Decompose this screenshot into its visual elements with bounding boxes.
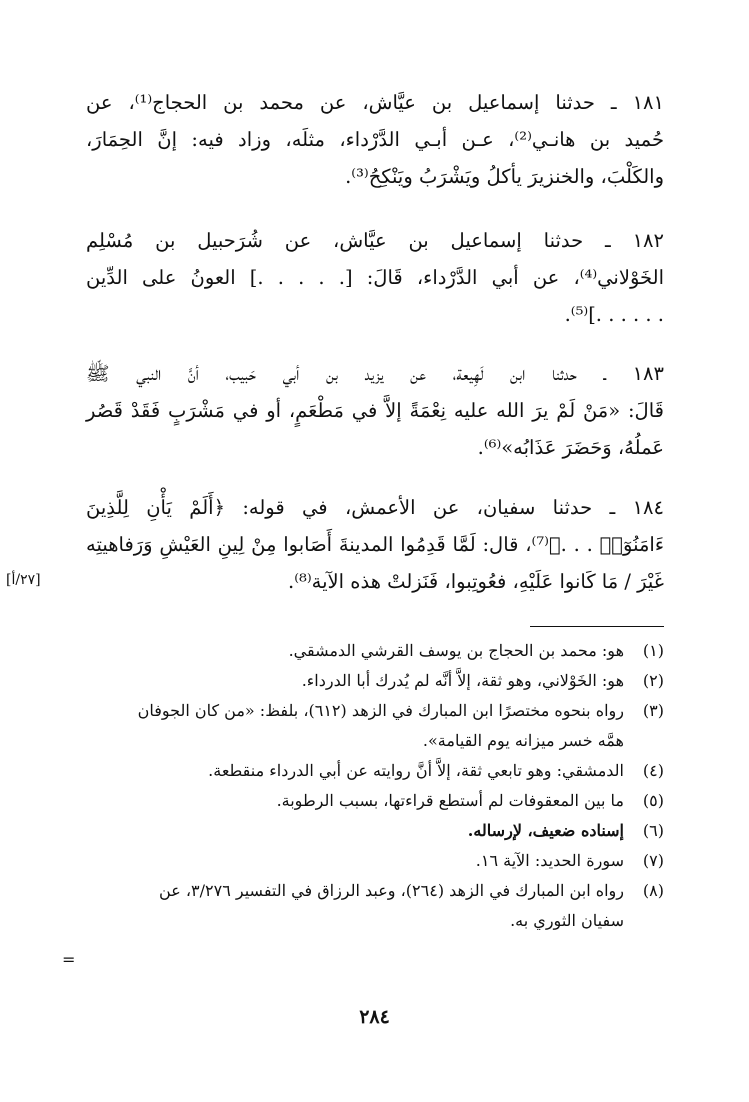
hadith-line: والكَلْبَ، والخنزيرَ يأكلُ ويَشْرَبُ ويَنْكِحُ⁽³⁾. [345, 165, 664, 188]
hadith-line: الخَوْلاني⁽⁴⁾، عن أبي الدَّرْداء، قَالَ: [. . . . .] العونُ على الدِّين [86, 266, 664, 289]
page-number: ٢٨٤ [359, 1006, 390, 1028]
hadith-line: حُميد بن هانـي⁽²⁾، عـن أبـي الدَّرْداء، مثلَه، وزاد فيه: إنَّ الحِمَارَ، [86, 128, 665, 151]
footnote [86, 696, 664, 756]
footnote-text: رواه بنحوه مختصرًا ابن المبارك في الزهد (٦١٢)، بلفظ: «من كان الجوفان [137, 701, 624, 720]
hadith-line: غَيْرَ / مَا كَانوا عَلَيْهِ، فعُوتِبوا، فَنَزلتْ هذه الآية⁽⁸⁾. [288, 570, 664, 593]
footnote-text: سورة الحديد: الآية ١٦. [475, 851, 624, 870]
hadith-183 [86, 355, 664, 466]
footnote [86, 636, 664, 666]
footnote-text: إسناده ضعيف، لإرساله. [467, 821, 624, 840]
hadith-line: ١٨٢ ـ حدثنا إسماعيل بن عيَّاش، عن شُرَحبيل بن مُسْلِم [86, 229, 664, 252]
footnote-divider [530, 626, 664, 627]
footnote-number: (١) [642, 641, 664, 660]
footnotes [86, 636, 664, 936]
hadith-line: ءَامَنُوٓا۟ . . .﴾⁽⁷⁾، قال: لَمَّا قَدِمُوا المدينةَ أَصَابوا مِنْ لِينِ العَيْشِ وَرَفاهيتِه [86, 533, 664, 556]
hadith-line: ١٨٣ ـ حدثنا ابن لَهِيعة، عن يزيد بن أبي حَبيب، أنَّ النبي ﷺ [86, 362, 664, 385]
hadith-line: . . . . . .]⁽⁵⁾. [564, 303, 664, 326]
footnote [86, 756, 664, 786]
footnote-text: هو: محمد بن الحجاج بن يوسف القرشي الدمشقي. [288, 641, 624, 660]
hadith-182 [86, 222, 664, 333]
footnote [86, 816, 664, 846]
footnote-number: (٥) [642, 791, 664, 810]
footnote [86, 846, 664, 876]
hadith-line: ١٨٤ ـ حدثنا سفيان، عن الأعمش، في قوله: ﴿أَلَمْ يَأْنِ لِلَّذِينَ [86, 496, 664, 519]
hadith-line: عَملُهُ، وَحَضَرَ عَذَابُه»⁽⁶⁾. [477, 436, 664, 459]
footnote-number: (٧) [642, 851, 664, 870]
footnote [86, 876, 664, 936]
footnote-number: (٦) [642, 821, 664, 840]
footnote [86, 666, 664, 696]
footnote-text: ما بين المعقوفات لم أستطع قراءتها، بسبب الرطوبة. [276, 791, 624, 810]
footnote-number: (٨) [642, 881, 664, 900]
manuscript-folio-marker: [٢٧/أ] [6, 572, 41, 588]
hadith-line: ١٨١ ـ حدثنا إسماعيل بن عيَّاش، عن محمد بن الحجاج⁽¹⁾، عن [86, 91, 664, 114]
hadith-184 [86, 489, 664, 600]
footnote-text: هو: الخَوْلاني، وهو ثقة، إلاَّ أنَّه لم يُدرك أبا الدرداء. [301, 671, 624, 690]
hadith-181 [86, 84, 664, 195]
continuation-mark: = [62, 950, 76, 969]
footnote-text-continued: همَّه خسر ميزانه يوم القيامة». [422, 731, 624, 750]
hadith-line: قَالَ: «مَنْ لَمْ يرَ الله عليه نِعْمَةً إلاَّ في مَطْعَمٍ، أو في مَشْرَبٍ فَقَدْ قَصُر [86, 399, 664, 422]
footnote-text: الدمشقي: وهو تابعي ثقة، إلاَّ أنَّ روايته عن أبي الدرداء منقطعة. [208, 761, 624, 780]
footnote-number: (٤) [642, 761, 664, 780]
footnote-number: (٣) [642, 701, 664, 720]
footnote-text: رواه ابن المبارك في الزهد (٢٦٤)، وعبد الرزاق في التفسير ٣/٢٧٦، عن [159, 881, 624, 900]
footnote-number: (٢) [642, 671, 664, 690]
footnote-text-continued: سفيان الثوري به. [510, 911, 624, 930]
footnote [86, 786, 664, 816]
